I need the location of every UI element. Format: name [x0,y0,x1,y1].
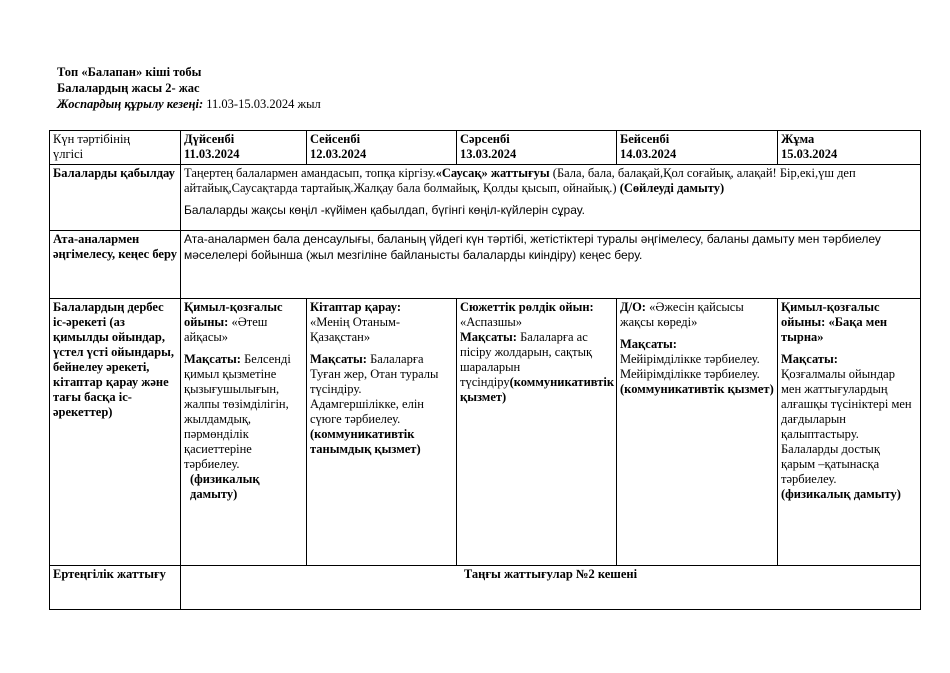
table-row-morning-exercise [50,566,921,610]
activity-area: (коммуникативтік танымдық қызмет) [310,427,421,456]
children-age: Балалардың жасы 2- жас [57,81,200,95]
header-cell-wednesday [457,131,617,165]
day-name: Дүйсенбі [184,132,235,146]
table-row-reception [50,165,921,231]
goal-label: Мақсаты: [781,352,838,366]
day-name: Сәрсенбі [460,132,510,146]
activity-goal [184,352,303,472]
table-header-row [50,131,921,165]
goal-label: Мақсаты: [184,352,241,366]
goal-label: Мақсаты: [310,352,367,366]
morning-exercise-content: Таңғы жаттығулар №2 кешені [181,566,921,610]
plan-period [57,96,321,112]
header-cell-monday [181,131,307,165]
activity-tuesday [307,299,457,566]
day-date: 12.03.2024 [310,147,367,161]
finger-game-title: «Саусақ» жаттығуы [435,166,550,180]
activity-area: (физикалық дамыту) [781,487,901,501]
activity-thursday [617,299,778,566]
activity-area: (коммуникативтік қызмет) [620,382,774,396]
goal-text: Қозғалмалы ойындар мен жаттығулардың алғашқы түсініктері мен дағдыларын қалыптастыру. Балаларды достық қарым –қатынасқа тәрбиелеу. [781,367,912,486]
activity-area: (коммуникативтік қызмет) [460,375,615,404]
activity-area: (физикалық дамыту) [190,472,260,501]
activity-goal [460,330,613,405]
development-area: (Сөйлеуді дамыту) [619,181,725,195]
plan-period-label: Жоспардың құрылу кезеңі: [57,97,204,111]
day-date: 11.03.2024 [184,147,240,161]
activity-name: «Әжесін қайсысы жақсы көреді» [620,300,744,329]
goal-label: Мақсаты: [460,330,517,344]
reception-text: Таңертең балалармен амандасып, топқа кіргізу. [184,166,436,180]
activity-title-line [620,300,774,330]
header-cell-friday [778,131,921,165]
goal-text: Балаларға ас пісіру жолдарын, сақтық шараларын түсіндіру [460,330,593,389]
activity-monday [181,299,307,566]
row-label-reception: Балаларды қабылдау [50,165,181,231]
header-cell-schedule [50,131,181,165]
goal-text: Балаларға Туған жер, Отан туралы түсіндіру. Адамгершілікке, елін сүюге тәрбиелеу. [310,352,439,426]
activity-title: Сюжеттік рөлдік ойын: [460,300,594,314]
day-date: 14.03.2024 [620,147,677,161]
reception-paragraph [184,166,917,196]
schedule-header-line: Күн тәртібінің [53,132,131,146]
plan-period-value: 11.03-15.03.2024 жыл [203,97,321,111]
activity-name: «Аспазшы» [460,315,522,329]
header-cell-tuesday [307,131,457,165]
activity-name: «Әтеш айқасы» [184,315,268,344]
activity-friday [778,299,921,566]
document-header [57,64,321,112]
table-row-independent-activity [50,299,921,566]
reception-mood-text: Балаларды жақсы көңіл -күйімен қабылдап, бүгінгі көңіл-күйлерін сұрау. [184,203,585,217]
finger-game-text: (Бала, бала, балақай,Қол соғайық, алақай! Бір,екі,үш деп айтайық,Саусақтарда тартайық.Жалқау бала болмайық, Қолды қысып, ойнайық.) [184,166,856,195]
goal-label: Мақсаты: [620,337,677,351]
day-name: Сейсенбі [310,132,361,146]
activity-title-line [184,300,303,345]
row-label-parents: Ата-аналармен әңгімелесу, кеңес беру [50,231,181,299]
group-name: Топ «Балапан» кіші тобы [57,65,202,79]
row-label-independent-activity: Балалардың дербес іс-әрекеті (аз қимылды ойындар, үстел үсті ойындары, бейнелеу әрекеті, кітаптар қарау және тағы басқа іс-әрекеттер) [50,299,181,566]
reception-content [181,165,921,231]
activity-name: «Менің Отаным-Қазақстан» [310,315,401,344]
goal-text: Мейірімділікке тәрбиелеу. Мейірімділікке тәрбиелеу. [620,352,760,381]
activity-title: Қимыл-қозғалыс ойыны: «Бақа мен тырна» [781,300,888,344]
goal-text: Белсенді қимыл қызметіне қызығушылығын, жалпы төзімділігін, жылдамдық, пәрмөнділік қасиеттеріне тәрбиелеу. [184,352,291,471]
activity-wednesday [457,299,617,566]
activity-title: Д/О: [620,300,646,314]
activity-title: Қимыл-қозғалыс ойыны: [184,300,283,329]
schedule-header-line: үлгісі [53,147,84,161]
day-date: 13.03.2024 [460,147,517,161]
activity-title: Кітаптар қарау: [310,300,402,314]
row-label-morning-exercise: Ертеңгілік жаттығу [50,566,181,610]
header-cell-thursday [617,131,778,165]
day-name: Жұма [781,132,815,146]
activity-goal [310,352,453,427]
day-name: Бейсенбі [620,132,670,146]
weekly-plan-table [49,130,921,610]
day-date: 15.03.2024 [781,147,838,161]
parents-content: Ата-аналармен бала денсаулығы, баланың үйдегі күн тәртібі, жетістіктері туралы әңгімелесу, баланы дамыту мен тәрбиелеу мәселелері бойынша (жыл мезгіліне байланысты балаларды киіндіру) кеңес беру. [181,231,921,299]
table-row-parents [50,231,921,299]
